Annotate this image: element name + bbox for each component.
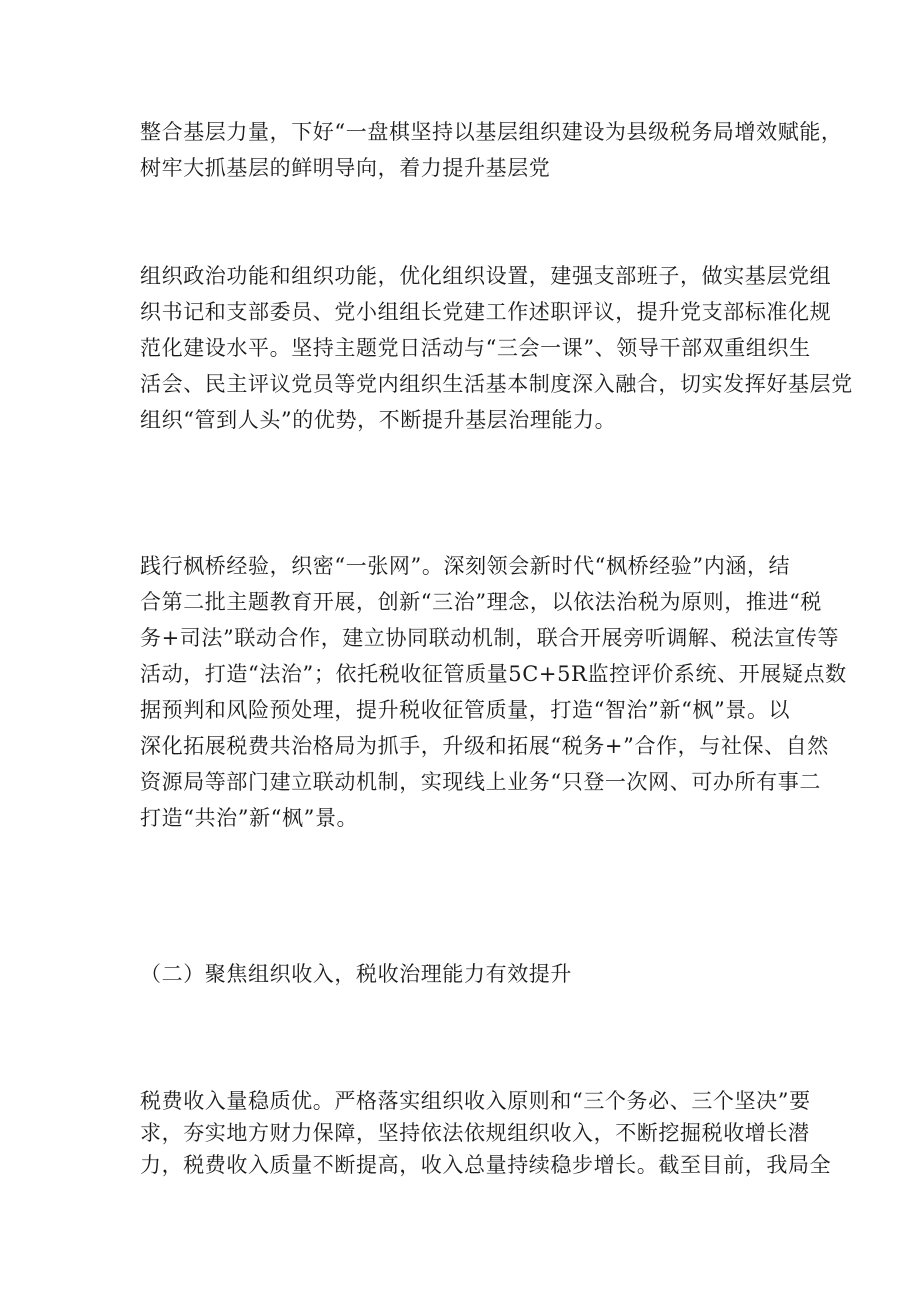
paragraph-line: 组织“管到人头”的优势，不断提升基层治理能力。 [140,408,617,432]
paragraph-line: 求，夯实地方财力保障，坚持依法依规组织收入，不断挖掘税收增长潜 [140,1121,810,1145]
paragraph-line: 深化拓展税费共治格局为抓手，升级和拓展“税务+”合作，与社保、自然 [140,734,829,758]
paragraph-line: 织书记和支部委员、党小组组长党建工作述职评议，提升党支部标准化规 [140,300,832,324]
paragraph-line: 合第二批主题教育开展，创新“三治”理念，以依法治税为原则，推进“税 [140,590,823,614]
section-heading-block [140,956,800,992]
paragraph-4 [140,1085,832,1181]
paragraph-2 [140,258,853,438]
paragraph-line: 据预判和风险预处理，提升税收征管质量，打造“智治”新“枫”景。以 [140,698,791,722]
paragraph-1 [140,114,843,186]
paragraph-line: 力，税费收入质量不断提高，收入总量持续稳步增长。截至目前，我局全 [140,1153,832,1177]
paragraph-line: 税费收入量稳质优。严格落实组织收入原则和“三个务必、三个坚决”要 [140,1089,811,1113]
paragraph-line: 打造“共治”新“枫”景。 [140,806,359,830]
paragraph-3 [140,548,847,836]
paragraph-line: 整合基层力量，下好“一盘棋坚持以基层组织建设为县级税务局增效赋能， [140,120,843,144]
paragraph-line: 组织政治功能和组织功能，优化组织设置，建强支部班子，做实基层党组 [140,264,832,288]
paragraph-line: 活动，打造“法治”；依托税收征管质量5C+5R监控评价系统、开展疑点数 [140,662,847,686]
paragraph-line: 活会、民主评议党员等党内组织生活基本制度深入融合，切实发挥好基层党 [140,372,853,396]
section-heading: （二）聚焦组织收入，税收治理能力有效提升 [140,962,572,986]
paragraph-line: 践行枫桥经验，织密“一张网”。深刻领会新时代“枫桥经验”内涵，结 [140,554,791,578]
paragraph-line: 范化建设水平。坚持主题党日活动与“三会一课”、领导干部双重组织生 [140,336,811,360]
paragraph-line: 树牢大抓基层的鲜明导向，着力提升基层党 [140,156,551,180]
paragraph-line: 务+司法”联动合作，建立协同联动机制，联合开展旁听调解、税法宣传等 [140,626,840,650]
paragraph-line: 资源局等部门建立联动机制，实现线上业务“只登一次网、可办所有事二 [140,770,821,794]
